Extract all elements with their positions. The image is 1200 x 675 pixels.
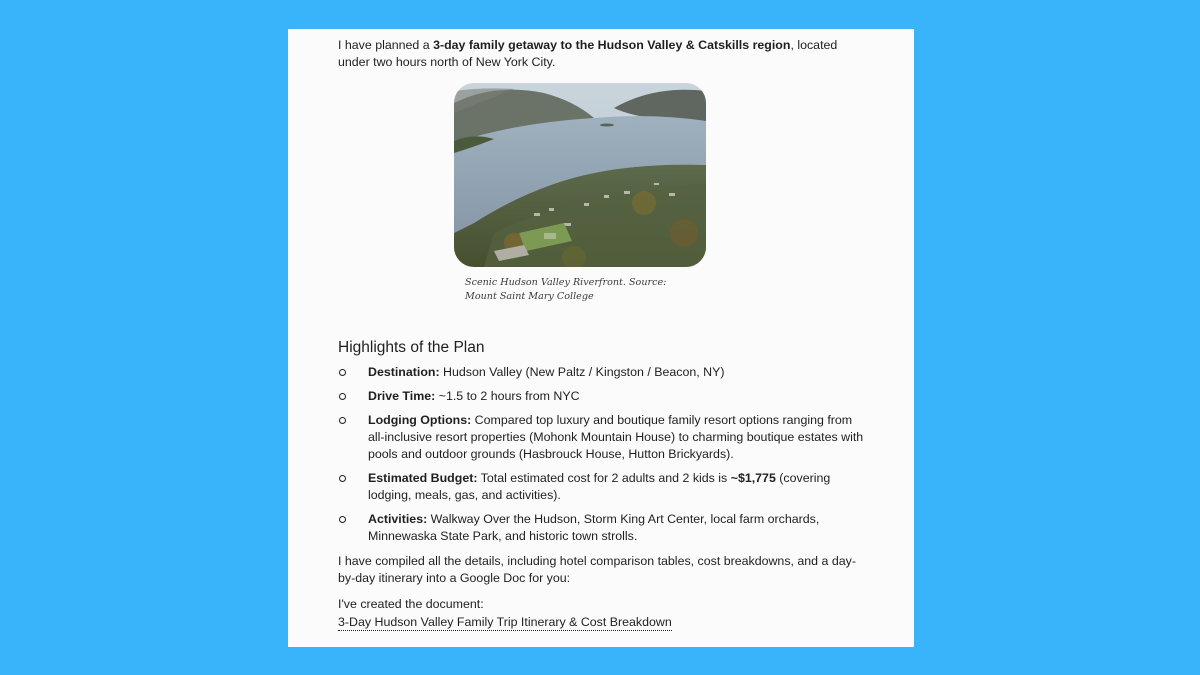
bullet-icon: [339, 475, 346, 482]
bullet-icon: [339, 369, 346, 376]
budget-value: ~$1,775: [730, 471, 776, 485]
chat-response-panel: [288, 29, 914, 647]
highlight-text: Total estimated cost for 2 adults and 2 kids is: [477, 471, 731, 485]
highlight-item-budget: [338, 470, 864, 504]
google-doc-link[interactable]: 3-Day Hudson Valley Family Trip Itinerary & Cost Breakdown: [338, 615, 672, 629]
highlight-item-lodging: [338, 412, 864, 463]
highlight-item-activities: [338, 511, 864, 545]
intro-paragraph: [338, 37, 864, 71]
intro-prefix: I have planned a: [338, 38, 434, 52]
highlight-text: Compared top luxury and boutique family resort options ranging from all-inclusive resort properties (Mohonk Mountain House) to charming boutique estates with pools and outdoor grounds (Hasbrouck House, Hutton Brickyards).: [368, 413, 864, 461]
hudson-valley-photo[interactable]: [454, 83, 706, 267]
summary-paragraph: I have compiled all the details, including hotel comparison tables, cost breakdowns, and a day-by-day itinerary into a Google Doc for you:: [338, 554, 856, 585]
highlight-label: Destination:: [368, 365, 440, 379]
highlight-item-destination: [338, 364, 864, 381]
highlight-label: Estimated Budget:: [368, 471, 478, 485]
highlight-text-continued: (covering lodging, meals, gas, and activities).: [368, 471, 831, 502]
document-created-text: I've created the document:: [338, 597, 484, 611]
intro-bold: 3-day family getaway to the Hudson Valley & Catskills region: [433, 38, 791, 52]
highlights-heading: Highlights of the Plan: [338, 339, 485, 356]
highlight-label: Activities:: [368, 512, 428, 526]
bullet-icon: [339, 417, 346, 424]
highlight-label: Drive Time:: [368, 389, 436, 403]
intro-suffix: , located under two hours north of New York City.: [338, 38, 838, 69]
highlight-text: Walkway Over the Hudson, Storm King Art Center, local farm orchards, Minnewaska State Park, and historic town strolls.: [368, 512, 820, 543]
highlight-item-drive-time: [338, 388, 864, 405]
image-caption: Scenic Hudson Valley Riverfront. Source: Mount Saint Mary College: [465, 277, 667, 302]
highlight-text: Hudson Valley (New Paltz / Kingston / Beacon, NY): [439, 365, 725, 379]
bullet-icon: [339, 516, 346, 523]
highlight-label: Lodging Options:: [368, 413, 472, 427]
highlight-text: ~1.5 to 2 hours from NYC: [435, 389, 580, 403]
highlights-list: [338, 364, 864, 545]
image-figure: [454, 83, 706, 304]
bullet-icon: [339, 393, 346, 400]
